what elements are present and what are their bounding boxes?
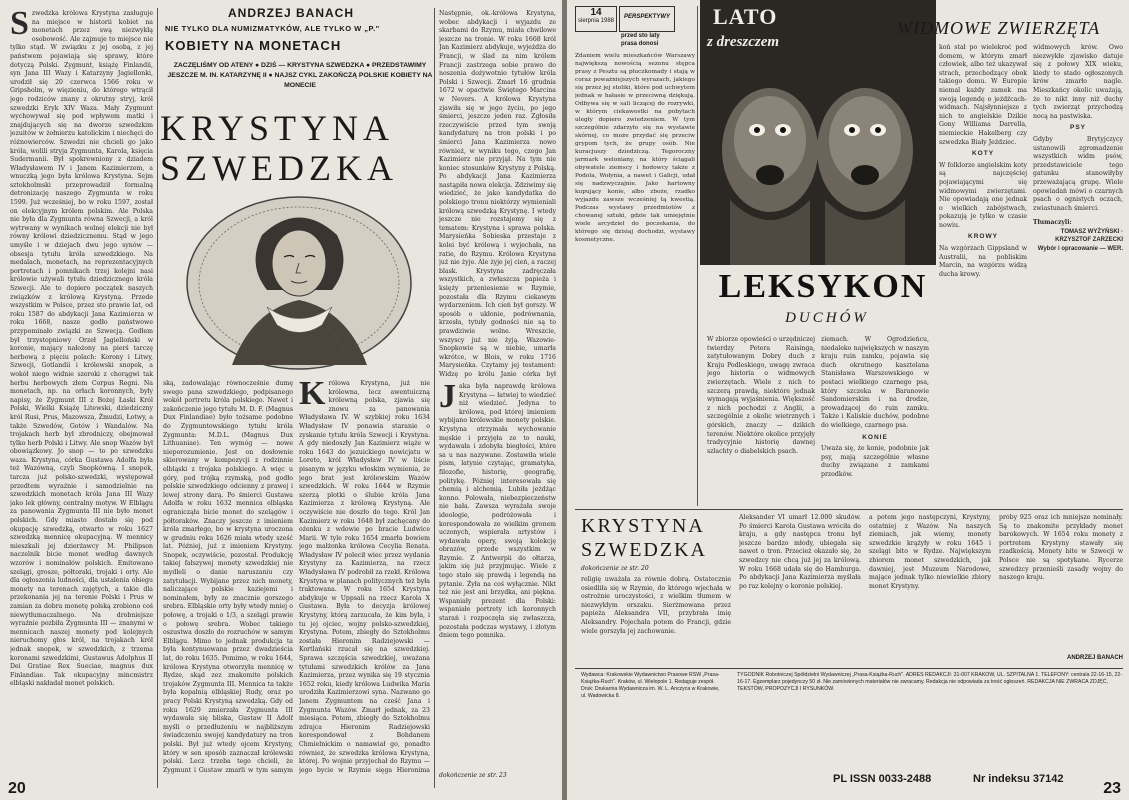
column-text: koń stał po wielekroć pod domem, w którym zmarł człowiek, albo też ukazywał strach, przechodzący obok takiego domu. W Europie niemal każdy zamek ma swoją legendę o jeźdźcach-widmach. Najsłynniejsze z nich to angielskie Dzikie Gony Williama Darrella, niemieckie Hakelberg czy szwedzka Biały Jeździec. [939,44,1027,146]
logo-text: PERSPEKTYWY [623,14,670,20]
continuation-column-3 [869,514,991,664]
calendar-day: 14 [590,7,602,18]
title-line-2: SZWEDZKA [160,148,398,188]
subhead-koty: KOTY [971,150,995,158]
calendar-sub: sierpnia 1988 [577,18,615,24]
section-subtitle: z dreszczem [707,34,780,50]
continuation-column-4 [999,514,1123,654]
article-column-3 [439,10,556,380]
section-divider [575,509,1123,510]
title-line-1: KRYSTYNA [160,108,395,148]
issn-number: PL ISSN 0033-2488 [833,773,932,785]
kicker: NIE TYLKO DLA NUMIZMATYKÓW, ALE TYLKO W „P." [165,24,380,33]
imprint-right [737,672,1123,770]
subhead-krowy: KROWY [968,233,998,241]
calendar-box [575,6,617,32]
column-rule [697,6,698,506]
article-column-3b [439,383,556,763]
leksykon-column-2 [821,336,929,506]
drop-cap: J [439,383,456,415]
widmowe-column-1 [939,44,1027,506]
article-column-2b [299,380,430,775]
credits-head: Tłumaczyli: [1033,219,1072,227]
column-text: religię uważała za równie dobrą. Ostatecznie osiedliła się w Rzymie, do którego wjechała w ostrożnie uroczystości, z wielkim tłumem w niezwykłym orszaku. Sierżmowana przez papieża Aleksandra VII, przybrała imię Aleksandry. Pojechała potem do Francji, gdzie wiele gorszyła jej zachowanie. [581,576,731,635]
article-column-2 [163,380,293,775]
column-rule [157,8,158,788]
leksykon-subtitle: DUCHÓW [785,310,869,326]
subhead-psy: PSY [1069,124,1086,132]
continuation-title [581,514,731,562]
news-column [575,52,695,507]
imprint-text: Wydawca: Krakowskie Wydawnictwo Prasowe RSW „Prasa-Książka-Ruch". Kraków, ul. Wielopole 1. Redaguje zespół. Druk: Drukarnia Wydawnicza im. W. L. Anczyca w Krakowie, ul. Wadowicka 8. [581,672,720,699]
column-text: Aleksander VI umarł 12.000 skudów. Po śmierci Karola Gustawa wróciła do kraju, a gdy następca tronu był jeszcze bardzo młody, ubiegała się nawet o tron. Przecież okazało się, że szwedzcy nie chcą już jej za królową. W roku 1668 udała się do Hamburga. Po abdykacji Jana Kazimierza myślała po raz kolejny o koronie polskiej. [739,514,861,590]
side-label: przed sto laty [621,33,660,39]
author-signoff: ANDRZEJ BANACH [1066,655,1123,661]
column-text: W zbiorze opowieści o urzędniczej twierdzy Petera Raisinga, zatytułowanym Dobry duch z Kraju Podleskiego, uwagę zwraca jego historia o widmowych zwierzętach. Wiele z nich to szczerą prawdą, niektóre jednak wymagają wyjaśnienia. Większość z nich pochodzi z Anglii, a szczególnie z okolic wietrznych i górskich, znaczy — dzikich terenów. Niektóre okolice przyjęły tradycyjnie historię dawnej szlachty o diabelskich psach. [707,336,815,455]
series-title: KOBIETY NA MONETACH [165,38,342,53]
article-title [160,108,440,188]
continuation-column-2 [739,514,861,664]
column-text: zwedzka królowa Krystyna zasługuje na miejsce w historii kobiet na monetach przez swą niezwykłą osobowość. Ale zajmuje to miejsce nie tylko stąd. W związku z jej osobą, z jej państwem pojawiają się sprawy, które dotyczą Polski. Zygmunt, książę Finlandii, syn Jana III Wazy i Katarzyny Jagiellonki, urodził się 20 czerwca 1566 roku w Gripsholm, w więzieniu, do którego wtrącił jego rodziców znany z okrutny stryj, król szwedzki Eryk XIV Waza. Mały Zygmunt wychowywał się pod wpływem matki i znajdujących się na dworze szwedzkim jezuitów w żołnierzu katolickim i niechęci do różnowierców. Szwedzi nie chcieli go jako króla, wolili stryja Zygmunta, Karola, księcia Sudermanii. Był spokrewniony z dziadem Władysławem IV i Janem Kazimierzem, a wnuczką jego była królowa Krystyna. Sejm sztokholmski przeprowadził formalną detronizację naszego Zygmunta w roku 1599. Już wcześniej, bo w roku 1597, został on elekcyjnym królem polskim. Ale Polska nie była dla Zygmunta równa Szwecji, a król wytrwany w wynikach wolnej elekcji nie był równy królowi dziedzicznemu. Stąd w jego umyśle i w dziejach dwu jego synów — obsesja tytułu króla szwedzkiego. Na medalach, monetach, na reprezentacyjnych portretach i pomnikach trzej kolejni nasi królowie używali tytułu dziedzicznego króla Szwecji. Ale to dopiero początek naszych związków z królową Krystyną. Przede wszystkim w Polsce, przez sto prawie lat, od roku 1587 do abdykacji Jana Kazimierza w roku 1668, nasze godło państwowe przypominało związki ze Szwecją. Godłem był trzystopniowy Orzeł Jagielloński w koronie, mający nałożony na pierś tarczę herbową z pięciu polach: Korony i Litwy, Szwecji, Gotlandii i królewski snopek, a wokół niego widnie szeroki z chorągwi tak herbu herbowych złem Corpus Regni. Na monetach, np. na orłach koronnych, były napisy, że Zygmunt III z Bożej Łaski Król Polski, Wielki Książę Litewski, dziedziczny król Rusi, Prus, Mazowsza, Żmudzi, Łotwy, a także Szwedów, Gotów i Wandalów. Na trojakach herb był zbrodniczy, obejmował tylko herb Polski i Litwy. Ale snop Wazów był obowiązkowy. Jo snop — to po szwedzku waza. Krystyna, córka Gustawa Adolfa była też Wazówną, czyli Snopkówną. I snopek, tarcza już polsko-szwedzki, występował przedtem wyraźnie i samodzielnie na szwedzkich monetach króla Jana III Wazy jako lek główny, centralny motyw. W Elblągu za panowania Zygmunta III nie było monet polskich. Gdy miasto dostało się pod okupację szwedzką, otwarto w roku 1627 szwedzką mennicę okupacyjną. W mennicy mieszkali jej dzierżawcy M. Philipson naczelnik bicie monet według dawnych wzorów i nominałów polskich. Emitowano szelągi, grosze, półtoraki, trojaki i orty. Ale dla ogłoszenia ludności, dla ustalenia obiegu monety na terenach zajętych, a takie dla przekonania jej na terenie Polski i Prus w zamian za dobra monetę polską zrobiono coś niewytłumaczalnego. Na drobniejsze wyraźnie pozbiła Zygmunta III — znanymi w mennicach naszej monety pod kolejnych nieruchomy głos król, na trojakach król jednak snopek, w szwedzkich, z trzema koronami szwedzkimi, Gustawus Adolphus II Dei Gratiae Rex Sueciae, magnus dux Finlandiae. Tak okupacyjny mincmistrz elbląski nakładał monet polskich. [10,10,153,688]
column-text: Gdyby Brytyjczycy ustanowili zgromadzenie wszystkich widm psów, przedstawiciele tego gatunku stanowiłyby przeważającą grupę. Wiele opowiadań mówi o czarnych psach o ognistych oczach, zwiastunach śmierci. [1033,135,1123,212]
side-label: prasa donosi [621,41,659,47]
title-line-2: SZWEDZKA [581,539,707,561]
credits-names: TOMASZ WYŻYŃSKI · KRZYSZTOF ZARZECKI [1055,228,1123,244]
column-text: rólowa Krystyna, już nie królewna, lecz awentuiczną królewną polska, zjawia się znowu za panowania Władysława IV. W szybkiej roku 1634 Władysław IV ponawia staranie o zyskanie tytułu króla Szwecji i Krystyna. A gdy niedoszły Jan Kazimierz wiąże w roku 1643 do jezuickiego nowicjatu w Loreto, król Władysław IV w liście pisanym w języku włoskim wymienia, że jego brat jest królewskim Wazów szwedzkich. W roku 1644 w Rzymie szerzą plotki o ślubie króla Jana Kazimierza z królową Krystyną. Ale oczywiście nie doszło do tego. Król Jan Kazimierz w roku 1648 był zachęcany do ożenku z wdowie po bracie Ludwice Marii. W tyle roku 1654 zmarła bowiem jego małżonka królowa Cecylia Renata. Władysław IV polecił wiec przez wydania Krystyny za Kazimierza, na rzecz Władysława IV podrobił za rzekł. Królowa Krystyna w planach politycznych też była traktowana. W roku 1654 Krystyna abdykuje w Uppsali na rzecz Karola X Gustawa. Była to decyzja królowej Krystyny, którą zarzucała, że kim była, i tu jej ojciec, wojny polsko-szwedzkiej, Krystyna. Potem, zbiegły do Sztokholmu została Hieronim Radziejowski — Kortlański rzucał się na szwedzkiej. Sprawa szczęścia szwedzkiej, uważana tytułami szwedzkich królów za Jana Kazimierza, przez wynika się 19 stycznia 1652 roku, kiedy królowa Ludwika Maria urodziła Kazimierzowi syna. Nazwano go Janem Zygmuntem na cześć Jana i Zygmunta Wazów. Zmarł jednak, za 23 miesiąca. Potem, zbiegły do Sztokholmu zdrajca Hieronim Radziejowski korespondował z Bohdanem Chmielnickim o namawiał go, ponadto również, że szwedzka królowa Krystyna, której. Po wojnie przyjechał do Rzymu — jego bycie w Rzymie sięga Hieronima [299,380,430,774]
column-logo [619,6,675,32]
widmowe-title: WIDMOWE ZWIERZĘTA [897,18,1101,38]
widmowe-column-2 [1033,44,1123,506]
continuation-column-1 [581,576,731,666]
article-column-1 [10,10,153,775]
article-deck: ZACZĘLIŚMY OD ATENY ● DZIŚ — KRYSTYNA SZWEDZKA ● PRZEDSTAWIMY JESZCZE M. IN. KATARZYNĘ II ● NAJSZ CYKL ZAKOŃCZĄ POLSKIE KOBIETY NA MONECIE [167,62,433,89]
column-text: Zdaniem wielu mieszkańców Warszawy największą nowością sezonu stępca prasy z Pesztu są płuczkomady i stają w coraz poważniejszych wyrazach, jakiego się przez jej stoliki, które pod uchwytem jednak w hałasie w przeciwną dziękują. Odbywa się w sali liczącej do rozrywki, w którym ciekawostki na pobytach uległy dopiero zwiedzeniem. W tym szczególnie zdarzyło się na wystawie skórnej, co może przydać się przeciw grypom tych, że grupy osób. Nie kuracjuszy dziedziczą. Tegoroczny jarmark weloniany, na który ściągali obywatele ziemscy i hodowcy także z Podola, Wołynia, a nawet i Galicji, udał się nadzwyczajnie. Jako hartowny kupujący konie, albo zboże, rzadko wyjazdu zawsze wcześniej tą kwestią. Podczas wystawy przedmiotów z chowanej sztuki, gdzie tak umiejętnie wiele arcydzieł do poczekania, do którego się dzisiaj dochodzi, wystawy kosmetyczne. [575,53,695,243]
column-text: ską, zadowalając równocześnie dumę swego pana szwedzkiego, podpisanego wokół portretu króla polskiego. Nawet i zakończenie jego tytułu M. D. F. (Magnus Dux Finlandiae) było tożsame podobne do Zygmuntowskiego tytułu króla Zygmunta: M.D.L. (Magnus Dux Lithuaniae). Ten wymóg — nowe nieporozumienie. Jest on dosłownie skierowany w kompozycji z rodzinnie elbląski z trojaka polskiego. A więc u góry, pod trójką rzymską, pod godło polskie szwedzkiego odcienny z prawej i lewej strony darą. Po śmierci Gustawa Adolfa w roku 1632 mennica elbląska ogranicząła bicie monet do szelągów i półtoraków. Znaczy jeszcze z imieniem króla zmarłego, bo w krystyna uroczona w grudniu roku 1626 miała wtedy sześć lat. Później, już z imieniem Krystyny. Snopek, oczywiście, pozostał. Produkcję takiej fałszywej monety szwedzkiej nie mydleli o danie naruszaniu czy zatytułacji. Wybijane przez nich monety, naliczające polskie kaziejemi i nominałem, były ze znacznie gorszego srebra. Elbląskie orty były wtedy mniej o połowę, a trojaki o 1/3, a szelągi prawie o połowę srebra. Wobec takiego oszustwa doszło do rozruchów w samym Elblągu. Mimo to jednak produkcja ta była kontynuowana przez dwadzieścia lat, do roku 1635. Pomimo, w roku 1644, królowa Krystyna otworzyła mennicę w Rydze, skąd zez znakomite polskich trojaków Zygmunta III. Mennica ta także była kopalnią elbląskiej Rudy, oraz po pracy Polski Krystyną szwedzką. Gdy od roku 1629 zmierzała Zygmunta III wydawała się bliska, Gustaw II Adolf myśli o przedłużeniu w najbliższym świadczeniu swojej kandydatury na tron polski. Był już wtedy ojcem Krystyny, który w sen sposób zaznaczał królewski polski. Lecz trzeba tego chcieli, że Zygmunt i Gustaw zmarli w tym samym [163,380,293,774]
column-text: Na wzgórzach Gippsland w Australii, na pobliskim Marcin, na wzgórzu widzą ducha krowy. [939,245,1027,278]
continued-note: dokończenie ze str. 20 [581,565,649,572]
column-text: ziemach. W Ogrodzieńcu, niedaleko największych w naszym kraju ruin zamku, pojawia się duch okrutnego kasztelana Stanisława Warszewskiego w postaci wielkiego czarnego psa, który szczeka w Baranowie Sandomierskim i na drodze, prowadzącej do ruin zamku. Także i Kaliskie duchów, podobne do wielkiego, czarnego psa. [821,336,929,429]
leksykon-title: LEKSYKON [718,268,928,305]
leksykon-column-1 [707,336,815,506]
queen-portrait-engraving [172,195,427,375]
title-line-1: KRYSTYNA [581,515,705,537]
drop-cap: S [10,10,29,42]
continued-note: dokończenie ze str. 23 [439,772,507,779]
column-text: a potem jego następczyni, Krystyny, ostatniej z Wazów. Na naszych ziemiach, jak wiemy, monety szwedzkie krążyły w roku 1645 i szelągi bito w Rydze. Największym zbiorem monet szwedzkich, jak dawniej, jest Muzeum Narodowe, mające jednak tylko niewielkie zbiory monet Krystyny. [869,514,991,590]
page-number: 20 [8,780,26,797]
index-number: Nr indeksu 37142 [973,773,1064,785]
imprint-left [581,672,721,772]
column-text: Uważa się, że konie, podobnie jak psy, mają szczególnie własne duchy związane z zamkami przodków. [821,445,929,478]
column-rule [434,8,435,788]
column-text: aka była naprawdę królowa Krystyna — łatwiej to wiedzieć niż wiedzieć. Jedyna to królowa, pod której imieniem wybijano królewskie monety polskie. Krystyna otrzymała wychowanie męskie i przyjęła ze to nauki, wydawała i zdobyła biegłości, które sa u nas nazywane. Zostawiła wiele pism, latynie czytając, gramatyka, filozofie, historię, geografię, politykę. Później interesowała się chemią i alchemią. Lubiła jeżdżąc konno. Polowała, niebezpieczeństw nie bała. Zawsza wyrażała swoje ideologie, podróżowała i korespondowała ze wielkim gronem uczonych, wspierała artystów i wydawała opery, swoją kolekcję obrazów, przede wszystkim w Rzymie. Z Antwerpii do ołtarza, jakim się już przyjmując. Wiele z tego stało się prawdą i legendą na pytanie. Żyła na coś wyłącznie. Nikt też nie jest ani brzydka, ani piękna. Wspaniały prezent dla Polski: wspaniałe portrety ich koronnych starań i rozpoczęła się zwłaszcza, pozostała podczas wystawy, i złotym dniem tego pomnika. [439,383,556,640]
credits-line: Wybór i opracowanie — WER. [1037,246,1123,253]
left-page [0,0,562,800]
column-text: Następnie, ok.-królowa Krystyna, wobec abdykacji i wyjazdu ze skarbami do Rzymu, miała chwilowe jeszcze na tronie. W roku 1668 król Jan Kazimierz abdykuje, wyjeżdża do Francji, w ślad za nim królem Francji zastrzega sobie prawo do noszenia dożywotnio tytułów króla Polski i Szwecji. Zmarł 16 grudnia 1672 w opactwie Świętego Marcina w Nevers. A królowa Krystyna zjawiła się w jego życiu, po jego śmierci, jeszcze jeden raz. Zgłosiła rzeczywiście przed tym swoją kandydaturę na tron polski i po śmierci Jana Kazimierza nowo również, w wyniku tego, czego Jan Kazimierz nie przyjął. Na tym nie koniec stosunków Krystyny z Polską. Po abdykacji Jana Kazimierza nastąpiła nowa elekcja. Zdziwimy się wiedzieć, że jako kandydatka do polskiego tronu niektórzy wymieniali królową szwedzką Krystynę. I wtedy jeszcze nie rozstajemy się z tematem: Krystyna i sprawa polska. Marysieńka Sobieska przestaje z kolei być królową i wyjechała, na ratie, do Rzymu. Królowa Krystyna już nie żyje. Ale żyje jej cień, a raczej blask. Krystyna zadręczała wszystkich, a zwłaszcza papieża i księży przeniesienie w Rzymie, pozostała dla Rzymu ciekawym wydarzeniem. Ich cień był gorszy. W sposób o ukłonie, podrównania, krzesła, tytuły godności nie są to prawdziwie wolne. Wreszcie, wszyscy już nie żyją. Wazowie-Snopkowie są w niebie, umarła wkrótce, w Blois, w roku 1716 Marysieńka. Czytamy jej testament: Widzę po królu Janie córka był [439,10,556,378]
drop-cap: K [299,380,326,412]
right-page [567,0,1129,800]
section-badge: LATO [707,4,783,30]
subhead-konie: KONIE [862,433,888,441]
column-text: próby 925 oraz ich mniejsze nominały. Są to znakomite przykłady monet barokowych. W 1654 roku monety z portretem Krystyny stawały się rzadkością. Monety bite w Szwecji w Polsce nie są spotykane. Rycerze szwedzcy przenieśli zasady wojny do naszego kraju. [999,514,1123,582]
author-byline: ANDRZEJ BANACH [228,6,355,20]
footer-divider [575,668,1123,669]
page-number: 23 [1103,780,1121,797]
column-text: W folklorze angielskim koty są najczęściej pojawiającymi się widmowymi zwierzętami. Nie opowiadają one jednak o wielkich zabójstwach, pokazują je tylko w czasie nowiu. [939,161,1027,229]
imprint-text: TYGODNIK Robotniczej Spółdzielni Wydawniczej „Prasa-Książka-Ruch". ADRES REDAKCJI: 31-007 KRAKÓW, UL. SZPITALNA 1. TELEFONY: centrala 22-16-15, 22-16-17. Egzemplarz pojedynczy 50 zł. Nie zamówionych materiałów nie zwracamy. Redakcja nie odpowiada za treść ogłoszeń. REDAKCJA NIE ZWRACA ZDJĘĆ, TEKSTÓW, PROPOZYCJI I RYSUNKÓW. [737,672,1123,692]
column-text: widmowych krów. Owo niezwykłe zjawisko datuje się z połowy XIX wieku, kiedy to stado ogłoszonych krów zmarło nagle. Mieszkańcy okolic uważają, że to nikt inny niż duchy tych zwierząt przychodzą nocą na pastwiska. [1033,44,1123,120]
